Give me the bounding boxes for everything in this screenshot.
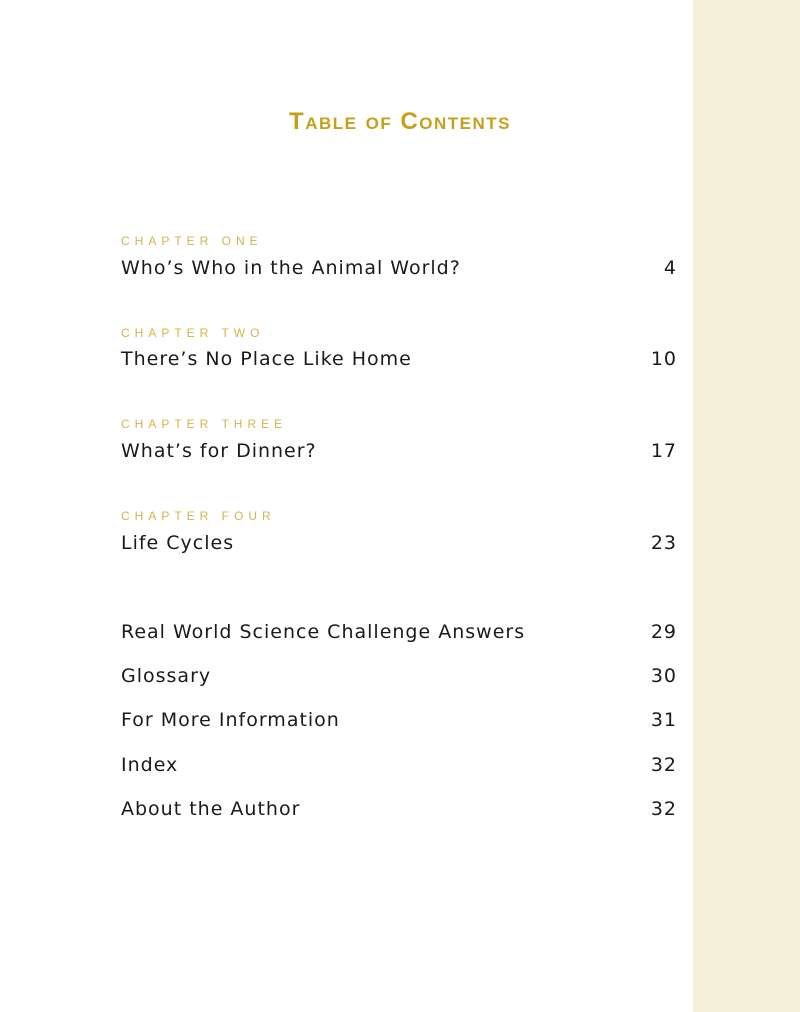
- toc-entry-page: 23: [650, 532, 677, 554]
- toc-entry-page: 17: [650, 440, 677, 462]
- toc-entry-chapter-two[interactable]: [121, 348, 677, 370]
- toc-entry-challenge-answers[interactable]: [121, 621, 677, 643]
- toc-entry-page: 4: [663, 257, 677, 279]
- chapter-label: CHAPTER ONE: [121, 234, 263, 248]
- toc-entry-about-author[interactable]: [121, 798, 677, 820]
- page-side-band: [693, 0, 800, 1012]
- chapter-label: CHAPTER THREE: [121, 417, 288, 431]
- toc-entry-title: What’s for Dinner?: [121, 440, 317, 462]
- toc-entry-title: There’s No Place Like Home: [121, 348, 412, 370]
- chapter-label: CHAPTER FOUR: [121, 509, 276, 523]
- toc-entry-page: 32: [650, 754, 677, 776]
- toc-entry-page: 32: [650, 798, 677, 820]
- toc-entry-title: About the Author: [121, 798, 301, 820]
- toc-entry-title: Glossary: [121, 665, 212, 687]
- toc-entry-page: 30: [650, 665, 677, 687]
- toc-entry-chapter-one[interactable]: [121, 257, 677, 279]
- toc-entry-more-information[interactable]: [121, 709, 677, 731]
- toc-entry-title: Real World Science Challenge Answers: [121, 621, 526, 643]
- toc-entry-title: Who’s Who in the Animal World?: [121, 257, 461, 279]
- toc-entry-title: For More Information: [121, 709, 340, 731]
- chapter-label: CHAPTER TWO: [121, 326, 265, 340]
- toc-entry-page: 10: [650, 348, 677, 370]
- toc-entry-page: 29: [650, 621, 677, 643]
- toc-title: Table of Contents: [289, 108, 511, 135]
- toc-entry-chapter-three[interactable]: [121, 440, 677, 462]
- toc-entry-chapter-four[interactable]: [121, 532, 677, 554]
- toc-entry-glossary[interactable]: [121, 665, 677, 687]
- toc-entry-page: 31: [650, 709, 677, 731]
- toc-entry-title: Index: [121, 754, 179, 776]
- toc-entry-index[interactable]: [121, 754, 677, 776]
- toc-entry-title: Life Cycles: [121, 532, 235, 554]
